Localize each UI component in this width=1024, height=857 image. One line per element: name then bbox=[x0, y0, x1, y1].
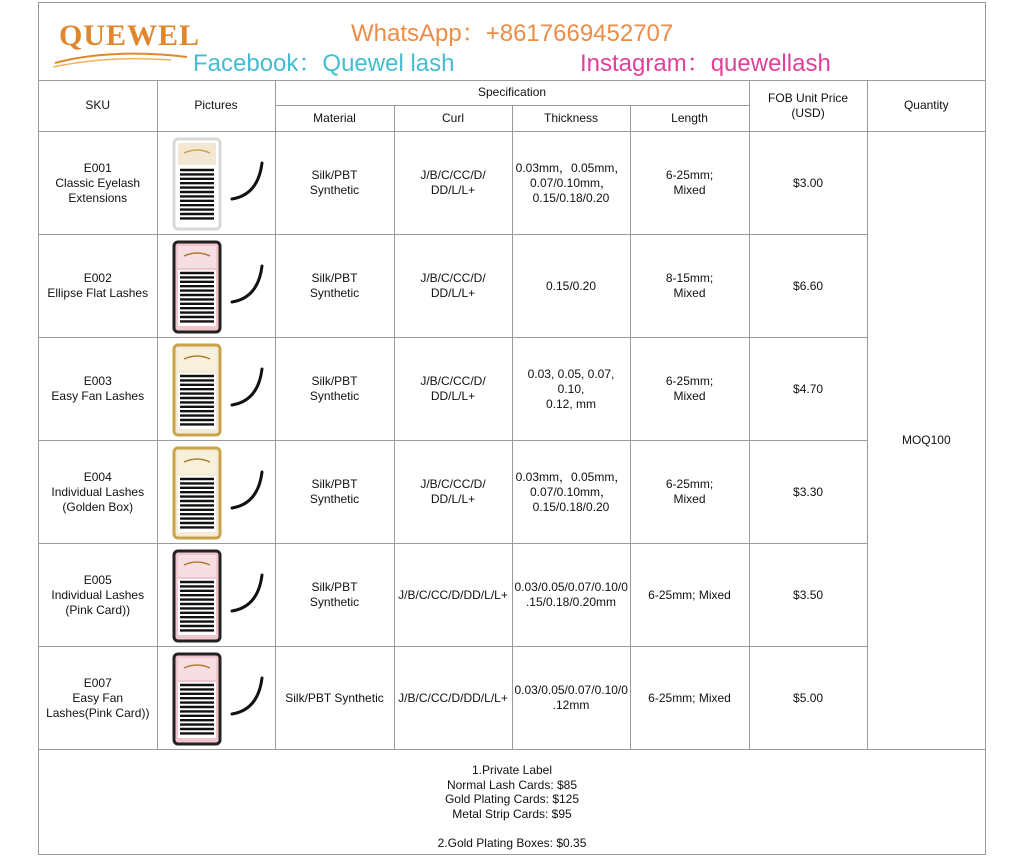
sku-cell-line: Easy Fan Lashes bbox=[51, 389, 145, 403]
material-cell bbox=[275, 544, 394, 647]
header-sku: SKU bbox=[39, 80, 157, 132]
material-cell-line: Silk/PBT Synthetic bbox=[285, 690, 384, 705]
sku-cell-line: Classic Eyelash bbox=[55, 175, 141, 190]
sku-cell bbox=[39, 235, 157, 338]
picture-cell bbox=[157, 338, 275, 441]
sku-cell-line: (Golden Box) bbox=[62, 499, 134, 514]
header-material: Material bbox=[275, 106, 394, 132]
picture-cell bbox=[157, 132, 275, 235]
material-cell-line: Synthetic bbox=[309, 286, 360, 300]
picture-cell bbox=[157, 544, 275, 647]
sku-cell-line: Ellipse Flat Lashes bbox=[47, 286, 149, 300]
footer-line: Normal Lash Cards: $85 bbox=[446, 777, 578, 792]
thickness-cell-line: 0.15/0.18/0.20 bbox=[532, 499, 610, 514]
length-cell-line: Mixed bbox=[673, 183, 706, 197]
sku-cell bbox=[39, 338, 157, 441]
curl-cell bbox=[394, 132, 512, 235]
curl-cell bbox=[394, 544, 512, 647]
curl-cell-line: DD/L/L+ bbox=[430, 183, 476, 197]
sku-cell bbox=[39, 647, 157, 750]
curl-cell-line: J/B/C/CC/D/ bbox=[420, 477, 486, 491]
header-thickness: Thickness bbox=[512, 106, 630, 132]
curl-cell bbox=[394, 647, 512, 750]
curl-cell-line: J/B/C/CC/D/DD/L/L+ bbox=[398, 690, 508, 705]
sku-cell-line: Individual Lashes bbox=[51, 484, 145, 499]
thickness-cell bbox=[512, 647, 630, 750]
sku-cell bbox=[39, 132, 157, 235]
thickness-cell-line: 0.03, 0.05, 0.07, 0.10, bbox=[527, 366, 615, 396]
length-cell-line: Mixed bbox=[673, 389, 706, 403]
price-cell: $3.30 bbox=[749, 441, 867, 544]
table-row bbox=[39, 338, 985, 441]
material-cell-line: Silk/PBT bbox=[311, 168, 358, 182]
price-cell: $6.60 bbox=[749, 235, 867, 338]
quantity-cell: MOQ100 bbox=[867, 132, 985, 750]
price-cell: $3.50 bbox=[749, 544, 867, 647]
header-curl: Curl bbox=[394, 106, 512, 132]
sku-cell-line: E005 bbox=[83, 572, 112, 587]
header-fob-price bbox=[749, 80, 867, 132]
sku-cell-line: E004 bbox=[83, 469, 112, 484]
header-fob-line2: (USD) bbox=[791, 105, 825, 120]
length-cell bbox=[630, 132, 749, 235]
sku-cell-line: (Pink Card)) bbox=[65, 602, 131, 617]
thickness-cell-line: .12mm bbox=[552, 698, 590, 712]
thickness-cell-line: 0.15/0.20 bbox=[545, 278, 597, 293]
sku-cell-line: Lashes(Pink Card)) bbox=[46, 705, 150, 720]
price-cell: $4.70 bbox=[749, 338, 867, 441]
pink-lash-tray-icon bbox=[160, 545, 276, 645]
length-cell bbox=[630, 441, 749, 544]
material-cell-line: Synthetic bbox=[309, 183, 360, 197]
sku-cell-line: Extensions bbox=[68, 190, 128, 205]
pink-lash-tray-icon bbox=[160, 236, 276, 336]
thickness-cell-line: 0.12, mm bbox=[545, 396, 596, 411]
footer-line: Metal Strip Cards: $95 bbox=[452, 806, 572, 821]
table-row bbox=[39, 544, 985, 647]
length-cell-line: 8-15mm; bbox=[665, 271, 714, 285]
header-length: Length bbox=[630, 106, 749, 132]
sku-cell bbox=[39, 441, 157, 544]
gold-lash-tray-icon bbox=[160, 339, 276, 439]
length-cell-line: Mixed bbox=[673, 492, 706, 506]
table-row bbox=[39, 235, 985, 338]
curl-cell-line: J/B/C/CC/D/ bbox=[420, 374, 486, 388]
material-cell-line: Silk/PBT bbox=[311, 477, 358, 491]
footer-line bbox=[39, 821, 985, 836]
price-sheet bbox=[38, 2, 986, 855]
thickness-cell-line: 0.03mm，0.05mm， bbox=[515, 469, 627, 484]
material-cell bbox=[275, 647, 394, 750]
table-row bbox=[39, 441, 985, 544]
material-cell bbox=[275, 235, 394, 338]
curl-cell-line: J/B/C/CC/D/ bbox=[420, 271, 486, 285]
table-row bbox=[39, 647, 985, 750]
header-quantity: Quantity bbox=[867, 80, 985, 132]
length-cell bbox=[630, 235, 749, 338]
contact-header bbox=[39, 3, 985, 81]
curl-cell bbox=[394, 441, 512, 544]
length-cell-line: 6-25mm; Mixed bbox=[648, 690, 731, 705]
length-cell bbox=[630, 338, 749, 441]
sku-cell-line: Individual Lashes bbox=[51, 587, 145, 602]
header-pictures: Pictures bbox=[157, 80, 275, 132]
facebook-contact: Facebook：Quewel lash bbox=[193, 50, 455, 77]
material-cell bbox=[275, 338, 394, 441]
footer-notes bbox=[39, 753, 985, 854]
thickness-cell-line: 0.03/0.05/0.07/0.10/0 bbox=[514, 683, 628, 697]
sku-cell bbox=[39, 544, 157, 647]
thickness-cell bbox=[512, 235, 630, 338]
material-cell-line: Silk/PBT bbox=[311, 271, 358, 285]
thickness-cell-line: 0.03/0.05/0.07/0.10/0 bbox=[514, 580, 628, 594]
curl-cell bbox=[394, 338, 512, 441]
thickness-cell bbox=[512, 338, 630, 441]
sku-cell-line: E001 bbox=[83, 160, 112, 175]
spec-table bbox=[39, 80, 985, 750]
material-cell-line: Silk/PBT bbox=[311, 374, 358, 388]
white-lash-tray-icon bbox=[160, 133, 276, 233]
table-row bbox=[39, 132, 985, 235]
footer-line: 2.Gold Plating Boxes: $0.35 bbox=[437, 835, 587, 850]
pink-lash-tray-icon bbox=[160, 648, 276, 748]
picture-cell bbox=[157, 647, 275, 750]
header-specification: Specification bbox=[275, 80, 749, 106]
thickness-cell-line: .15/0.18/0.20mm bbox=[525, 595, 617, 609]
sku-cell-line: E007 bbox=[83, 675, 112, 690]
curl-cell-line: DD/L/L+ bbox=[430, 286, 476, 300]
footer-line: Gold Plating Cards: $125 bbox=[444, 792, 580, 807]
quewel-logo bbox=[51, 13, 201, 71]
length-cell-line: Mixed bbox=[673, 286, 706, 300]
material-cell-line: Silk/PBT bbox=[311, 580, 358, 594]
curl-cell-line: J/B/C/CC/D/ bbox=[420, 168, 486, 182]
material-cell bbox=[275, 441, 394, 544]
material-cell bbox=[275, 132, 394, 235]
curl-cell-line: J/B/C/CC/D/DD/L/L+ bbox=[398, 587, 508, 602]
header-fob-line1: FOB Unit Price bbox=[768, 90, 849, 105]
material-cell-line: Synthetic bbox=[309, 389, 360, 403]
length-cell-line: 6-25mm; bbox=[665, 168, 714, 182]
price-cell: $5.00 bbox=[749, 647, 867, 750]
gold-lash-tray-icon bbox=[160, 442, 276, 542]
sku-cell-line: Easy Fan bbox=[72, 690, 124, 705]
thickness-cell bbox=[512, 132, 630, 235]
curl-cell bbox=[394, 235, 512, 338]
length-cell-line: 6-25mm; Mixed bbox=[648, 587, 731, 602]
thickness-cell-line: 0.07/0.10mm， bbox=[529, 175, 613, 190]
thickness-cell-line: 0.15/0.18/0.20 bbox=[532, 190, 610, 205]
curl-cell-line: DD/L/L+ bbox=[430, 492, 476, 506]
thickness-cell bbox=[512, 544, 630, 647]
picture-cell bbox=[157, 235, 275, 338]
length-cell-line: 6-25mm; bbox=[665, 374, 714, 388]
thickness-cell-line: 0.03mm，0.05mm， bbox=[515, 160, 627, 175]
instagram-contact: Instagram：quewellash bbox=[580, 50, 831, 77]
footer-line: 1.Private Label bbox=[471, 763, 553, 777]
length-cell bbox=[630, 647, 749, 750]
material-cell-line: Synthetic bbox=[309, 595, 360, 609]
thickness-cell bbox=[512, 441, 630, 544]
length-cell bbox=[630, 544, 749, 647]
picture-cell bbox=[157, 441, 275, 544]
curl-cell-line: DD/L/L+ bbox=[430, 389, 476, 403]
logo-wordmark: QUEWEL bbox=[59, 19, 201, 52]
whatsapp-contact: WhatsApp：+8617669452707 bbox=[351, 20, 674, 47]
sku-cell-line: E002 bbox=[83, 271, 112, 285]
thickness-cell-line: 0.07/0.10mm， bbox=[529, 484, 613, 499]
price-cell: $3.00 bbox=[749, 132, 867, 235]
material-cell-line: Synthetic bbox=[309, 492, 360, 506]
sku-cell-line: E003 bbox=[83, 374, 112, 388]
length-cell-line: 6-25mm; bbox=[665, 477, 714, 491]
